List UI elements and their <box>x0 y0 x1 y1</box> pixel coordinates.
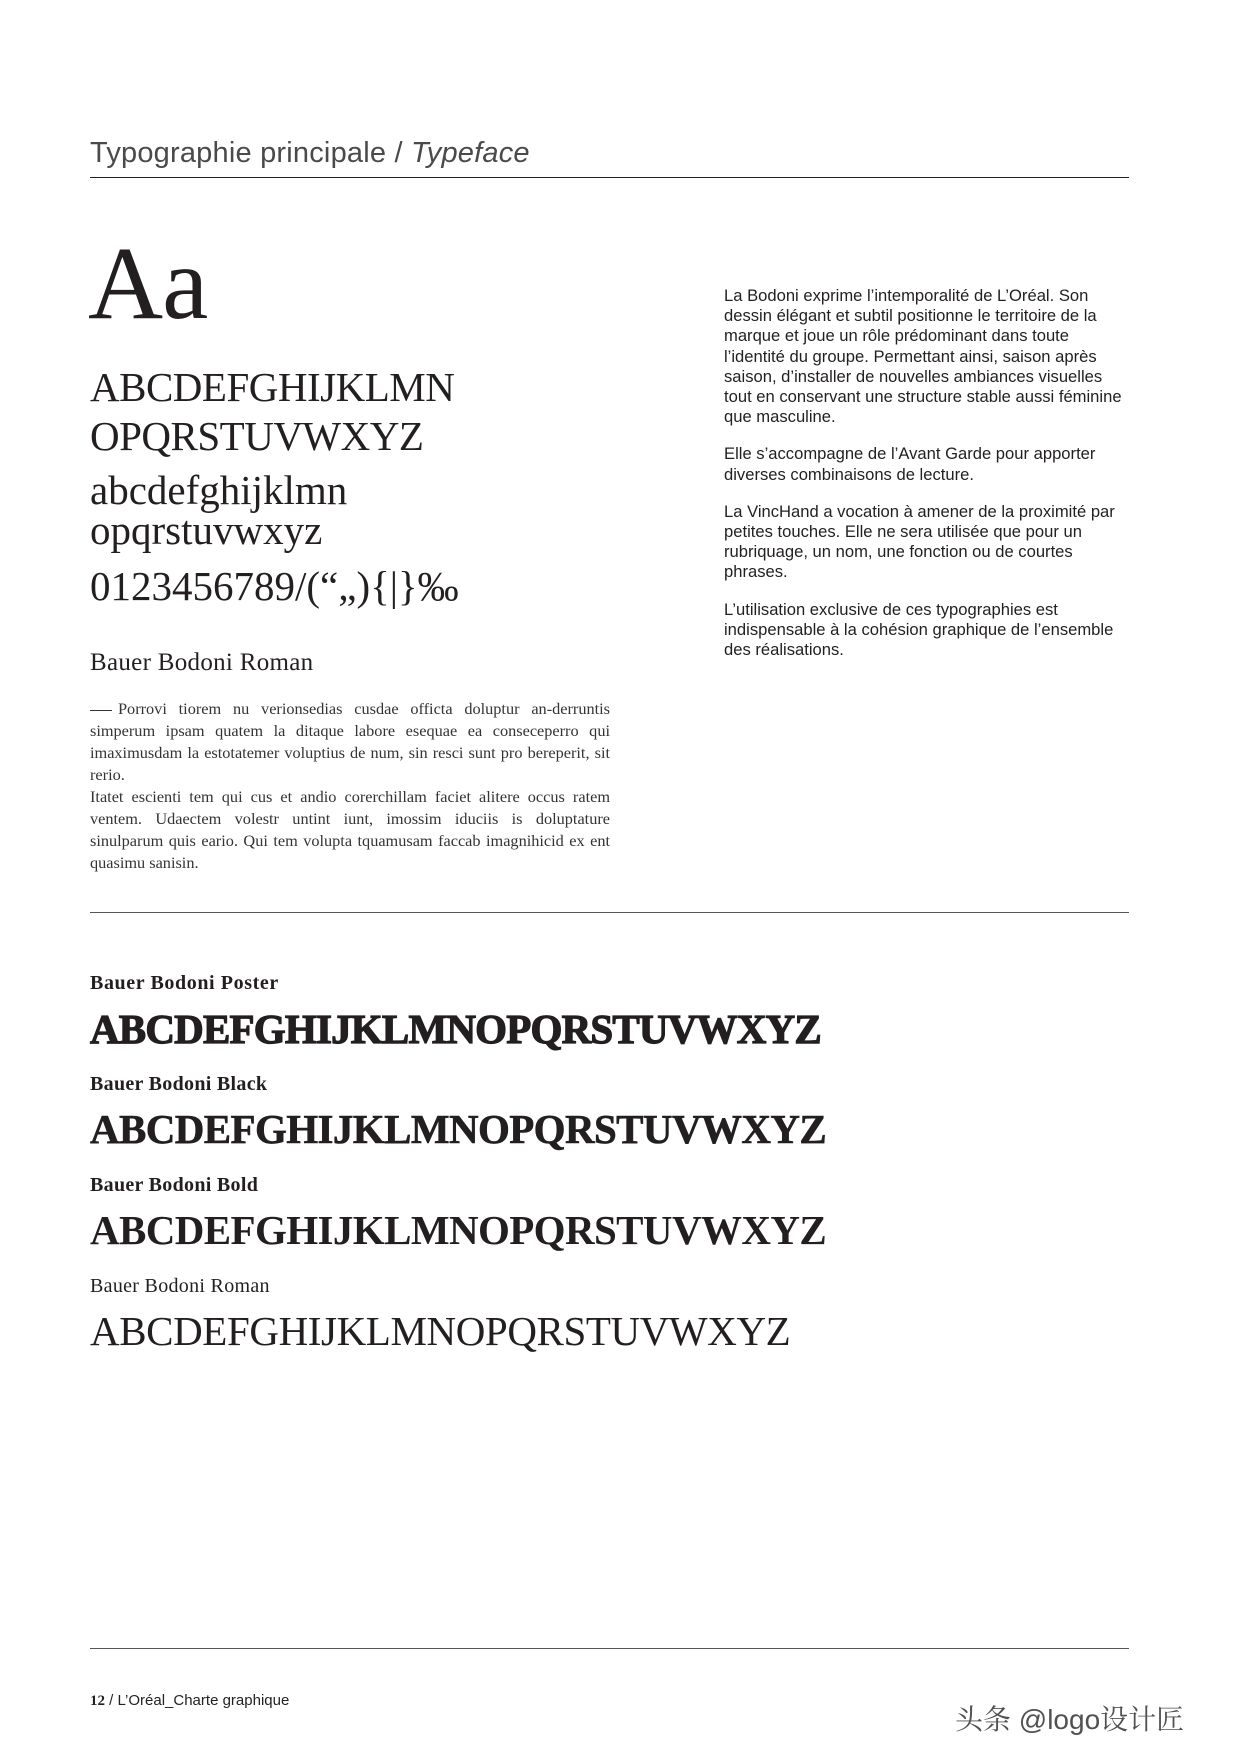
page-footer <box>90 1692 289 1710</box>
watermark: 头条 @logo设计匠 <box>955 1704 1185 1735</box>
page-title <box>90 137 530 170</box>
lowercase-specimen-line-1: abcdefghijklmn <box>90 467 348 513</box>
weight-alphabet-roman: ABCDEFGHIJKLMNOPQRSTUVWXYZ <box>90 1308 791 1354</box>
page-title-main: Typographie principale / <box>90 137 411 169</box>
weight-label-black: Bauer Bodoni Black <box>90 1073 268 1095</box>
section-divider <box>90 912 1129 913</box>
uppercase-specimen-line-1: ABCDEFGHIJKLMN <box>90 364 455 410</box>
lowercase-specimen-line-2: opqrstuvwxyz <box>90 507 323 553</box>
description-paragraph-2: Elle s’accompagne de l’Avant Garde pour apporter diverses combinaisons de lecture. <box>724 444 1096 484</box>
glyph-pair-specimen: Aa <box>88 226 208 341</box>
description-paragraph-1: La Bodoni exprime l’intemporalité de L’Oréal. Son dessin élégant et subtil positionne le territoire de la marque et joue un rôle prédominant dans toute l’identité du groupe. Permettant ainsi, saison après saison, d’installer de nouvelles ambiances visuelles tout en conservant une structure stable aussi féminine que masculine. <box>724 286 1122 427</box>
weight-label-bold: Bauer Bodoni Bold <box>90 1174 259 1196</box>
dash-mark-icon <box>90 710 112 711</box>
page-number: 12 <box>90 1693 105 1709</box>
description-paragraph-3: La VincHand a vocation à amener de la proximité par petites touches. Elle ne sera utilisée que pour un rubriquage, un nom, une fonction ou de courtes phrases. <box>724 501 1115 582</box>
weight-alphabet-bold: ABCDEFGHIJKLMNOPQRSTUVWXYZ <box>90 1207 827 1253</box>
footer-divider <box>90 1648 1129 1649</box>
weight-label-poster: Bauer Bodoni Poster <box>90 972 279 994</box>
sample-paragraph-2: Itatet escienti tem qui cus et andio corerchillam faciet alitere occus ratem ventem. Udaectem volestr untint iunt, imossim iduciis is doluptature sinulparum quis eario. Qui tem volupta tquamusam faccab imagnihicid ex ent quasimu sanisin. <box>90 787 610 872</box>
page-title-italic: Typeface <box>410 137 530 169</box>
digits-symbols-specimen: 0123456789/(“„){|}‰ <box>90 563 459 609</box>
typeface-description <box>724 286 1124 677</box>
sample-paragraph-1 <box>90 698 610 786</box>
footer-doc-title: L’Oréal_Charte graphique <box>117 1692 290 1709</box>
sample-paragraph <box>90 698 610 874</box>
weight-label-roman: Bauer Bodoni Roman <box>90 1275 270 1297</box>
weight-alphabet-black: ABCDEFGHIJKLMNOPQRSTUVWXYZ <box>90 1106 827 1152</box>
uppercase-specimen-line-2: OPQRSTUVWXYZ <box>90 413 424 459</box>
header-divider <box>90 177 1129 178</box>
weight-alphabet-poster: ABCDEFGHIJKLMNOPQRSTUVWXYZ <box>90 1006 821 1052</box>
description-paragraph-4: L’utilisation exclusive de ces typographies est indispensable à la cohésion graphique de l’ensemble des réalisations. <box>724 599 1114 660</box>
footer-separator: / <box>105 1692 118 1709</box>
specimen-caption: Bauer Bodoni Roman <box>90 649 314 676</box>
sample-paragraph-1-text: Porrovi tiorem nu verionsedias cusdae officta doluptur an-derruntis simperum ipsam quatem la ditaque labore esequae ea conseceperro qui imaximusdam la estotatemer voluptius de num, sin resci sunt pro bereperit, sit rerio. <box>90 699 610 784</box>
